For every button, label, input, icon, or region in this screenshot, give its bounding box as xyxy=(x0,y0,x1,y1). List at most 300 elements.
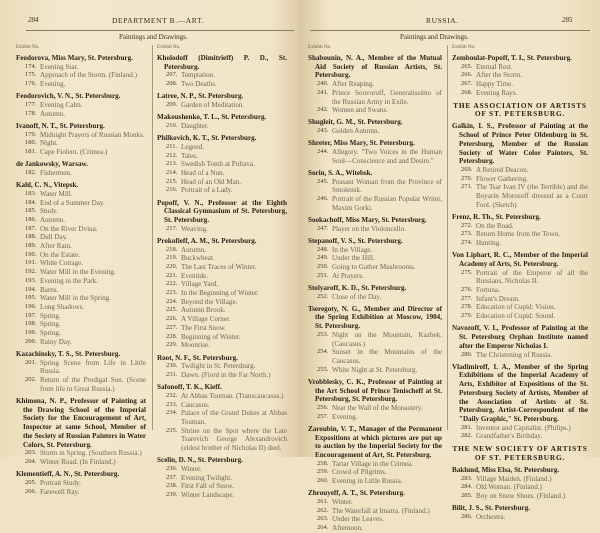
exhibit-title: Moonrise. xyxy=(181,341,210,350)
artist-entry xyxy=(157,92,287,109)
exhibit-number: 207. xyxy=(166,71,178,79)
exhibit-number: 217. xyxy=(166,224,178,232)
exhibit-item xyxy=(157,333,287,342)
exhibit-number: 180. xyxy=(25,139,37,147)
exhibit-title: The Tsar Ivan IV (the Terrible) and the Boyarin Morosoff dressed as a Court Fool. (Sketch) xyxy=(476,183,588,209)
artist-name: Shabounin, N. A., Member of the Mutual Aid Society of Russian Artists, St. Petersburg. xyxy=(308,54,442,80)
artist-name: Navozoff, V. I., Professor of Painting at the St. Petersburg Orphan Institute named after the Emperor Nicholas I. xyxy=(452,324,588,350)
exhibit-number: 197. xyxy=(25,311,37,319)
exhibit-title: Winter. xyxy=(332,498,353,507)
exhibit-number: 202. xyxy=(25,376,37,384)
exhibit-title: Garden of Meditation. xyxy=(181,101,245,110)
exhibit-number: 241. xyxy=(317,88,329,96)
exhibit-number: 265. xyxy=(461,62,473,70)
exhibit-number: 280. xyxy=(461,350,473,358)
exhibit-number: 176. xyxy=(25,80,37,88)
exhibit-item xyxy=(157,272,287,281)
artist-name: Philkovich, K. T., St. Petersburg. xyxy=(157,134,257,143)
exhibit-item xyxy=(16,458,146,467)
exhibit-number: 235. xyxy=(166,426,178,434)
exhibit-item xyxy=(16,338,146,347)
exhibit-number: 242. xyxy=(317,106,329,114)
artist-entry xyxy=(452,122,588,209)
exhibit-item xyxy=(308,507,442,516)
artist-name: Bilit, J. S., St. Petersburg. xyxy=(452,504,531,513)
exhibit-title: Women and Swans. xyxy=(332,106,388,115)
exhibit-item xyxy=(452,483,588,492)
exhibit-number: 192. xyxy=(25,268,37,276)
exhibit-title: Midnight Prayers of Russian Monks. xyxy=(40,130,145,139)
exhibit-item xyxy=(16,71,146,80)
exhibit-item xyxy=(308,127,442,136)
exhibit-title: Fishermen. xyxy=(40,168,72,177)
exhibit-number: 249. xyxy=(317,254,329,262)
exhibit-title: Rainy Day. xyxy=(40,337,72,346)
exhibit-number: 273. xyxy=(461,230,473,238)
artist-name: Ivanoff, N. T., St. Petersburg. xyxy=(16,121,105,130)
artist-entry xyxy=(157,354,287,380)
exhibit-number: 213. xyxy=(166,160,178,168)
exhibit-item xyxy=(452,432,588,441)
exhibit-title: Dull Day. xyxy=(40,233,68,242)
exhibit-item xyxy=(452,183,588,209)
exhibit-number: 276. xyxy=(461,286,473,294)
exhibit-item xyxy=(16,80,146,89)
exhibit-title: Spring. xyxy=(40,329,61,338)
exhibit-number: 240. xyxy=(317,80,329,88)
exhibit-item xyxy=(308,413,442,422)
exhibit-number: 196. xyxy=(25,302,37,310)
exhibit-item xyxy=(16,63,146,72)
exhibit-number: 206. xyxy=(25,487,37,495)
artist-entry xyxy=(452,324,588,359)
exhibit-title: In the Beginning of Winter. xyxy=(181,289,259,298)
exhibit-item xyxy=(452,424,588,433)
exhibit-title: Old Woman. (Finland.) xyxy=(476,483,542,492)
exhibit-number: 185. xyxy=(25,207,37,215)
artist-entry xyxy=(308,118,442,135)
exhibit-title: Education of Cupid: Sound. xyxy=(476,312,556,321)
exhibit-number: 269. xyxy=(461,165,473,173)
artist-name: Baklund, Miss Elsa, St. Petersburg. xyxy=(452,465,560,474)
exhibit-title: Water Mill in the Evening. xyxy=(40,268,116,277)
exhibit-item xyxy=(16,286,146,295)
exhibit-title: Infant's Dream. xyxy=(476,294,520,303)
exhibit-title: Winter Landscape. xyxy=(181,491,235,500)
exhibit-title: White Cottage. xyxy=(40,259,83,268)
exhibit-item xyxy=(16,139,146,148)
exhibit-title: Buckwheat. xyxy=(181,254,215,263)
column-2 xyxy=(157,45,287,500)
exhibit-title: Allegory. "Two Voices in the Human Soul—Conscience and and Desire." xyxy=(332,148,442,165)
exhibit-title: A Retired Deacon. xyxy=(476,165,529,174)
exhibit-title: Evening. xyxy=(332,412,358,421)
exhibit-item xyxy=(452,351,588,360)
exhibit-item xyxy=(16,259,146,268)
artist-name: Prokofieff, A. M., St. Petersburg. xyxy=(157,236,257,245)
artist-entry xyxy=(157,456,287,500)
exhibit-item xyxy=(308,272,442,281)
exhibit-number: 239. xyxy=(166,491,178,499)
exhibit-item xyxy=(16,207,146,216)
exhibit-number: 252. xyxy=(317,292,329,300)
exhibit-number: 275. xyxy=(461,268,473,276)
artist-entry xyxy=(157,199,287,234)
artist-name: Kazachinsky, T. S., St. Petersburg. xyxy=(16,350,121,358)
exhibit-title: Autumn. xyxy=(181,245,207,254)
exhibit-number: 178. xyxy=(25,109,37,117)
exhibit-item xyxy=(157,427,287,453)
exhibit-number: 214. xyxy=(166,168,178,176)
exhibit-item xyxy=(16,233,146,242)
exhibit-number: 263. xyxy=(317,515,329,523)
exhibit-number: 259. xyxy=(317,468,329,476)
artist-name: Stolyaroff, K. D., St. Petersburg. xyxy=(308,283,407,292)
section-subheader: Paintings and Drawings. xyxy=(400,33,469,41)
exhibit-title: Fortuna. xyxy=(476,286,500,295)
exhibit-number: 285. xyxy=(461,492,473,500)
artist-entry xyxy=(16,122,146,157)
exhibit-item xyxy=(16,251,146,260)
exhibit-title: Twilight in St. Petersburg. xyxy=(181,362,256,371)
exhibit-title: Hunting. xyxy=(476,239,502,248)
exhibit-number: 215. xyxy=(166,177,178,185)
exhibit-title: White Night at St. Petersburg. xyxy=(332,365,418,374)
right-page xyxy=(300,0,600,533)
exhibit-number: 279. xyxy=(461,312,473,320)
exhibit-item xyxy=(157,178,287,187)
exhibit-title: Orchestra. xyxy=(476,512,506,521)
artist-entry xyxy=(452,466,588,501)
exhibit-title: After Reaping. xyxy=(332,80,375,89)
exhibit-item xyxy=(16,148,146,157)
exhibit-item xyxy=(308,515,442,524)
exhibit-number: 247. xyxy=(317,224,329,232)
exhibit-number: 261. xyxy=(317,498,329,506)
exhibit-item xyxy=(308,80,442,89)
exhibit-title: Caucasus. xyxy=(181,400,210,409)
exhibit-item xyxy=(308,348,442,365)
exhibit-number: 175. xyxy=(25,71,37,79)
exhibit-title: Inventor and Capitalist. (Philips.) xyxy=(476,423,571,432)
exhibit-title: Return Home from the Town. xyxy=(476,230,560,239)
exhibit-title: Education of Cupid: Vision. xyxy=(476,303,556,312)
exhibit-number: 266. xyxy=(461,71,473,79)
exhibit-item xyxy=(452,303,588,312)
exhibit-number: 179. xyxy=(25,130,37,138)
exhibit-title: The Waterfall at Imatra. (Finland.) xyxy=(332,506,430,515)
exhibit-item xyxy=(16,216,146,225)
exhibit-item xyxy=(452,492,588,501)
exhibit-number: 186. xyxy=(25,215,37,223)
exhibit-title: Return of the Prodigal Son. (Scene from life in Great Russia.) xyxy=(40,376,146,393)
exhibit-number: 198. xyxy=(25,320,37,328)
exhibit-item xyxy=(16,488,146,497)
exhibit-item xyxy=(308,263,442,272)
exhibit-number: 210. xyxy=(166,121,178,129)
exhibit-title: Evening in Little Russia. xyxy=(332,477,403,486)
exhibit-title: Swedish Tomb at Poltava. xyxy=(181,160,255,169)
exhibit-title: Portrait of the Emperor of all the Russians, Nicholas II. xyxy=(476,268,588,286)
exhibit-title: Evening Calm. xyxy=(40,101,83,110)
exhibit-title: Crowd of Pilgrims. xyxy=(332,468,387,477)
exhibit-item xyxy=(308,498,442,507)
exhibit-number: 218. xyxy=(166,245,178,253)
exhibit-title: The First Snow. xyxy=(181,323,227,332)
exhibit-item xyxy=(16,190,146,199)
exhibit-item xyxy=(157,101,287,110)
exhibit-number: 227. xyxy=(166,323,178,331)
exhibit-number: 272. xyxy=(461,221,473,229)
exhibit-item xyxy=(452,80,588,89)
exhibit-title: Tartar Village in the Crimea. xyxy=(332,459,414,468)
exhibit-item xyxy=(308,366,442,375)
exhibit-number: 258. xyxy=(317,459,329,467)
exhibit-title: Afternoon. xyxy=(332,524,363,533)
exhibit-item xyxy=(157,169,287,178)
exhibit-number: 224. xyxy=(166,297,178,305)
exhibit-item xyxy=(16,277,146,286)
running-header: RUSSIA. xyxy=(426,16,459,25)
exhibit-item xyxy=(16,169,146,178)
exhibit-item xyxy=(157,491,287,500)
exhibit-item xyxy=(157,298,287,307)
exhibit-number-label: Exhibit No. xyxy=(157,45,181,50)
exhibit-item xyxy=(157,371,287,380)
exhibit-title: Golden Autumn. xyxy=(332,127,380,136)
artist-entry xyxy=(308,378,442,422)
exhibit-item xyxy=(16,199,146,208)
exhibit-title: Legend. xyxy=(181,142,205,151)
exhibit-item xyxy=(452,175,588,184)
exhibit-number: 253. xyxy=(317,330,329,338)
exhibit-number: 195. xyxy=(25,294,37,302)
artist-name: Kholodoff (Dimitrieff) P. D., St. Petersburg. xyxy=(157,54,287,71)
artist-entry xyxy=(16,181,146,346)
exhibit-number: 238. xyxy=(166,482,178,490)
exhibit-item xyxy=(16,110,146,119)
exhibit-title: Long Shadows. xyxy=(40,302,85,311)
exhibit-number: 191. xyxy=(25,259,37,267)
exhibit-item xyxy=(452,239,588,248)
exhibit-number-label: Exhibit No. xyxy=(308,45,332,50)
artist-name: Shugleit, G. M., St. Petersburg. xyxy=(308,118,403,127)
artist-entry xyxy=(157,134,287,195)
exhibit-number: 182. xyxy=(25,168,37,176)
exhibit-title: Autumn. xyxy=(40,109,66,118)
exhibit-item xyxy=(16,479,146,488)
exhibit-item xyxy=(16,268,146,277)
exhibit-item xyxy=(157,263,287,272)
exhibit-number: 245. xyxy=(317,177,329,185)
exhibit-item xyxy=(308,293,442,302)
exhibit-item xyxy=(157,474,287,483)
exhibit-number: 248. xyxy=(317,245,329,253)
running-header: DEPARTMENT B.—ART. xyxy=(112,16,205,25)
exhibit-title: Sunset in the Mountains of the Caucasus. xyxy=(332,348,442,365)
exhibit-number: 194. xyxy=(25,285,37,293)
exhibit-item xyxy=(157,280,287,289)
exhibit-number: 236. xyxy=(166,464,178,472)
exhibit-item xyxy=(16,320,146,329)
exhibit-number: 184. xyxy=(25,198,37,206)
exhibit-title: Evening. xyxy=(40,80,66,89)
exhibit-number: 267. xyxy=(461,80,473,88)
page-number: 284 xyxy=(28,16,39,24)
column-divider xyxy=(447,45,448,430)
exhibit-item xyxy=(308,89,442,106)
exhibit-title: At Abbas Touman. (Transcaucasus.) xyxy=(181,391,284,400)
exhibit-title: Village Yard. xyxy=(181,280,219,289)
artist-entry xyxy=(308,139,442,165)
exhibit-number: 219. xyxy=(166,254,178,262)
artist-name: Von Liphart, R. C., Member of the Imperial Academy of Arts, St. Petersburg. xyxy=(452,251,588,268)
artist-entry xyxy=(308,305,442,375)
exhibit-title: Autumn. xyxy=(40,215,66,224)
artist-entry xyxy=(16,92,146,118)
exhibit-number: 254. xyxy=(317,348,329,356)
artist-name: de Jankowsky, Warsaw. xyxy=(16,160,89,169)
exhibit-item xyxy=(16,303,146,312)
artist-entry xyxy=(16,54,146,89)
exhibit-title: Close of the Day. xyxy=(332,292,382,301)
exhibit-title: Happy Time. xyxy=(476,80,514,89)
section-subheader: Paintings and Drawings. xyxy=(119,33,188,41)
artist-name: Zaroubin, V. T., Manager of the Permanent Expositions at which pictures are put up to auction by the Imperial Society for the Encouragement of Art, St. Petersburg. xyxy=(308,424,442,460)
exhibit-item xyxy=(16,329,146,338)
exhibit-title: Farewell Ray. xyxy=(40,487,80,496)
exhibit-number: 216. xyxy=(166,186,178,194)
exhibit-title: Peasant Woman from the Province of Smolensk. xyxy=(332,177,442,195)
exhibit-title: Beyond the Village. xyxy=(181,297,238,306)
exhibit-number: 270. xyxy=(461,174,473,182)
artist-name: Galkin, I. S., Professor of Painting at the School of Prince Peter Oldenburg in St. Petersburg, Member of the Russian Society of Water Color Painters, St. Petersburg. xyxy=(452,122,588,166)
exhibit-number: 283. xyxy=(461,474,473,482)
artist-name: Scelin, D. N., St. Petersburg. xyxy=(157,456,243,465)
exhibit-title: Evening Twilight. xyxy=(181,473,232,482)
column-divider xyxy=(152,45,153,430)
exhibit-item xyxy=(16,242,146,251)
exhibit-title: Spring Scene from Life in Little Russia. xyxy=(40,358,146,376)
exhibit-number: 256. xyxy=(317,404,329,412)
exhibit-number: 226. xyxy=(166,315,178,323)
exhibit-item xyxy=(308,468,442,477)
exhibit-item xyxy=(157,324,287,333)
exhibit-number: 212. xyxy=(166,151,178,159)
artist-name: Tseregoty, N. G., Member and Director of the Spring Exhibition at Moscow, 1904, St. Petersburg. xyxy=(308,304,442,331)
exhibit-number: 220. xyxy=(166,262,178,270)
exhibit-number: 209. xyxy=(166,101,178,109)
artist-name: Sorin, S. A., Witebsk. xyxy=(308,168,373,177)
artist-entry xyxy=(308,54,442,115)
exhibit-number-label: Exhibit No. xyxy=(16,45,40,50)
artist-name: Khimona, N. P., Professor of Painting at the Drawing School of the Imperial Society for the Encouragement of Art, Inspector at same School, Member of the Society of Russian Painters in Water Colors, St. Petersburg. xyxy=(16,397,146,449)
exhibit-title: Head of a Nun. xyxy=(181,168,225,177)
exhibit-title: Spring. xyxy=(40,311,61,320)
exhibit-number: 231. xyxy=(166,370,178,378)
exhibit-number: 274. xyxy=(461,239,473,247)
exhibit-item xyxy=(452,166,588,175)
exhibit-item xyxy=(157,315,287,324)
artist-entry xyxy=(308,489,442,533)
exhibit-title: Daughter. xyxy=(181,121,209,130)
exhibit-number: 225. xyxy=(166,306,178,314)
exhibit-number: 251. xyxy=(317,271,329,279)
exhibit-title: Grandfather's Birthday. xyxy=(476,432,543,441)
exhibit-title: Water Mill in the Spring. xyxy=(40,294,111,303)
exhibit-number: 188. xyxy=(25,233,37,241)
left-page xyxy=(0,0,300,500)
exhibit-title: Two Deaths. xyxy=(181,80,217,89)
exhibit-item xyxy=(16,376,146,393)
exhibit-title: After Rain. xyxy=(40,242,72,251)
artist-entry xyxy=(157,237,287,350)
exhibit-title: Dawn. (Fiord in the Far North.) xyxy=(181,370,271,379)
exhibit-title: Under the Hill. xyxy=(332,254,375,263)
exhibit-number: 211. xyxy=(166,142,178,150)
exhibit-number: 187. xyxy=(25,224,37,232)
exhibit-title: Spring. xyxy=(40,320,61,329)
exhibit-item xyxy=(157,71,287,80)
exhibit-number: 228. xyxy=(166,332,178,340)
header-rule xyxy=(26,30,294,31)
exhibit-number: 183. xyxy=(25,189,37,197)
exhibit-item xyxy=(16,225,146,234)
exhibit-title: Flower Gathering. xyxy=(476,174,529,183)
exhibit-title: Head of an Old Man. xyxy=(181,177,242,186)
exhibit-title: Under the Leaves. xyxy=(332,515,384,524)
artist-entry xyxy=(452,363,588,441)
artist-entry xyxy=(452,251,588,321)
exhibit-item xyxy=(452,222,588,231)
exhibit-number: 234. xyxy=(166,409,178,417)
artist-name: Kahl, C. N., Vitepsk. xyxy=(16,181,79,190)
exhibit-item xyxy=(308,404,442,413)
exhibit-number: 278. xyxy=(461,303,473,311)
exhibit-title: Water Mill. xyxy=(40,189,73,198)
exhibit-number: 277. xyxy=(461,294,473,302)
exhibit-title: Going to Gather Mushrooms. xyxy=(332,262,416,271)
exhibit-title: In the Village. xyxy=(332,245,373,254)
artist-name: Klementieff, A. N., St. Petersburg. xyxy=(16,470,120,479)
artist-entry xyxy=(16,397,146,467)
exhibit-number: 174. xyxy=(25,62,37,70)
exhibit-item xyxy=(308,195,442,212)
artist-name: Latree, N. P., St. Petersburg. xyxy=(157,92,244,101)
exhibit-item xyxy=(157,143,287,152)
exhibit-item xyxy=(157,401,287,410)
exhibit-item xyxy=(16,131,146,140)
exhibit-number: 250. xyxy=(317,262,329,270)
exhibit-number: 243. xyxy=(317,127,329,135)
exhibit-item xyxy=(308,148,442,165)
artist-entry xyxy=(308,169,442,213)
exhibit-number: 199. xyxy=(25,329,37,337)
exhibit-number: 233. xyxy=(166,400,178,408)
artist-entry xyxy=(157,54,287,89)
exhibit-number: 200. xyxy=(25,337,37,345)
artist-name: Popoff, V. N., Professor at the Eighth Classical Gymnasium of St. Petersburg, St. Petersburg. xyxy=(157,198,287,224)
artist-name: Vrobblesky, C. K., Professor of Painting at the Art School of Prince Tenischeff at St. Petersburg, St. Petersburg. xyxy=(308,377,442,404)
exhibit-title: Eventide. xyxy=(181,271,208,280)
exhibit-number-label: Exhibit No. xyxy=(452,45,476,50)
exhibit-item xyxy=(157,362,287,371)
exhibit-number: 255. xyxy=(317,365,329,373)
exhibit-item xyxy=(452,71,588,80)
exhibit-item xyxy=(157,225,287,234)
exhibit-item xyxy=(157,306,287,315)
exhibit-item xyxy=(16,359,146,376)
